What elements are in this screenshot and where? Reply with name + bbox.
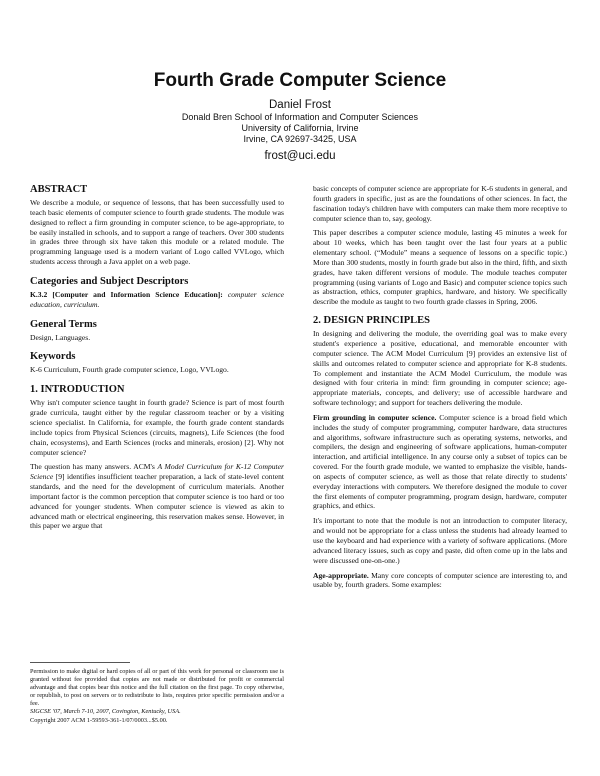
age-appropriate-text: Many core concepts of computer science are interesting to, and usable by, fourth graders. Some examples:	[313, 570, 567, 590]
right-paragraph-1: basic concepts of computer science are appropriate for K-6 students in general, and fourth graders in specific, just as are the foundations of other sciences. In fact, the fascination today's children have with computers can make them more receptive to computer science than to, say, geology.	[313, 184, 567, 223]
introduction-section	[30, 384, 284, 531]
permission-footnote	[30, 668, 284, 725]
intro-p2-start: The question has many answers. ACM's	[30, 462, 158, 472]
paper-title: Fourth Grade Computer Science	[153, 70, 447, 91]
design-paragraph-4	[313, 571, 567, 591]
design-paragraph-1: In designing and delivering the module, the overriding goal was to make every student's experience a positive, educational, and memorable encounter with computer science. The ACM Model Curriculum [9] provides an extensive list of skills and outcomes related to computer science and appropriate for K-8 students. To complement and instantiate the ACM Model Curriculum, the module was designed with four criteria in mind: firm grounding in computer science; age-appropriate materials, concepts, and delivery; use of accessible hardware and software technology; and support for teachers delivering the module.	[313, 329, 567, 408]
categories-code: K.3.2 [Computer and Information Science Education]:	[30, 289, 223, 299]
introduction-paragraph-2	[30, 462, 284, 531]
keywords-heading: Keywords	[30, 351, 76, 363]
age-appropriate-lead: Age-appropriate.	[313, 570, 369, 580]
introduction-heading: 1. INTRODUCTION	[30, 384, 125, 396]
design-principles-heading: 2. DESIGN PRINCIPLES	[313, 315, 430, 327]
author-affiliation-1: Donald Bren School of Information and Computer Sciences	[181, 112, 419, 122]
general-terms-heading: General Terms	[30, 318, 97, 330]
categories-text	[30, 290, 284, 310]
abstract-text: We describe a module, or sequence of lessons, that has been successfully used to teach basic elements of computer science to fourth grade students. The module was designed to reflect a firm grounding in computer science, to be age-appropriate, to be easily installed in schools, and to support a range of teachers. Over 300 students in grades three through six have taken this module or a related module. The programming language used is a modern variant of Logo called VVLogo, which students access through a Java applet on a web page.	[30, 198, 284, 267]
model-curriculum-title: A Model Curriculum for K-12 Computer Science	[30, 462, 284, 482]
author-email: frost@uci.edu	[264, 150, 336, 162]
keywords-text: K-6 Curriculum, Fourth grade computer science, Logo, VVLogo.	[30, 365, 229, 375]
general-terms-text: Design, Languages.	[30, 332, 91, 342]
abstract-heading: ABSTRACT	[30, 184, 88, 195]
author-affiliation-3: Irvine, CA 92697-3425, USA	[243, 134, 357, 144]
categories-heading: Categories and Subject Descriptors	[30, 275, 189, 287]
introduction-paragraph-1: Why isn't computer science taught in fourth grade? Science is part of most fourth grade curricula, taught either by the regular classroom teacher or by a visiting science specialist. In California, for example, the fourth grade content standards include topics from Physical Sciences (circuits, magnets), Life Sciences (the food chain, ecosystems), and Earth Sciences (rocks and minerals, erosion) [2]. Why not computer science?	[30, 398, 284, 457]
author-affiliation-2: University of California, Irvine	[241, 123, 359, 133]
right-paragraph-2: This paper describes a computer science module, lasting 45 minutes a week for about 10 weeks, which has been taught over the last four years at a public elementary school. (“Module” means a sequence of lessons on a specific topic.) More than 300 students, mostly in fourth grade but also in the third, fifth, and sixth grades, have taken different versions of module. The module teaches computer programming (using variants of Logo and Basic) and computer science topics such as abstraction, ethics, computer graphics, hardware, and history. We specifically describe the module as taught to two fourth grade classes in Spring, 2006.	[313, 228, 567, 307]
design-paragraph-2	[313, 413, 567, 511]
design-paragraph-3: It's important to note that the module is not an introduction to computer literacy, and would not be appropriate for a class unless the students had already learned to use the keyboard and had experience with a variety of software applications. (More advanced literacy issues, such as copy and paste, did often come up in the labs and were discussed one-on-one.)	[313, 516, 567, 565]
keywords-section	[30, 351, 284, 375]
footnote-divider	[30, 662, 130, 663]
abstract-section	[30, 184, 284, 267]
author-block	[0, 98, 600, 163]
categories-section	[30, 276, 284, 310]
intro-p2-end: [9] identifies insufficient teacher preparation, a lack of state-level content standards, and the need for the development of curriculum materials. Another important factor is the common perception that computer science is too hard or too advanced for younger students. When computer science is viewed as akin to advanced math or electrical engineering, this reservation makes sense. However, in this paper we argue that	[30, 472, 284, 531]
categories-descriptors: computer science education, curriculum.	[30, 289, 284, 309]
copyright-line: Copyright 2007 ACM 1-59593-361-1/07/0003...$5.00.	[30, 716, 168, 724]
firm-grounding-lead: Firm grounding in computer science.	[313, 412, 437, 422]
author-name: Daniel Frost	[269, 99, 331, 111]
left-column	[30, 184, 284, 540]
design-principles-section	[313, 315, 567, 590]
firm-grounding-text: Computer science is a broad field which includes the study of computer programming, computer hardware, data structures and algorithms, software infrastructure such as operating systems, networks, and compilers, the design and engineering of software applications, human-computer interaction, and artificial intelligence. In any course only a subset of topics can be covered. For the fourth grade module, we wanted to emphasize the visible, hands-on aspects of computer science, as well as those that relate directly to students' everyday interactions with computers. We therefore designed the module to cover the first elements of computer programming, program design, hardware, computer graphics, and ethics.	[313, 412, 568, 511]
permission-text: Permission to make digital or hard copies of all or part of this work for personal or classroom use is granted without fee provided that copies are not made or distributed for profit or commercial advantage and that copies bear this notice and the full citation on the first page. To copy otherwise, or republish, to post on servers or to redistribute to lists, requires prior specific permission and/or a fee.	[30, 668, 284, 708]
general-terms-section	[30, 319, 284, 343]
conference-line: SIGCSE '07, March 7-10, 2007, Covington, Kentucky, USA.	[30, 708, 181, 716]
right-column	[313, 184, 567, 599]
